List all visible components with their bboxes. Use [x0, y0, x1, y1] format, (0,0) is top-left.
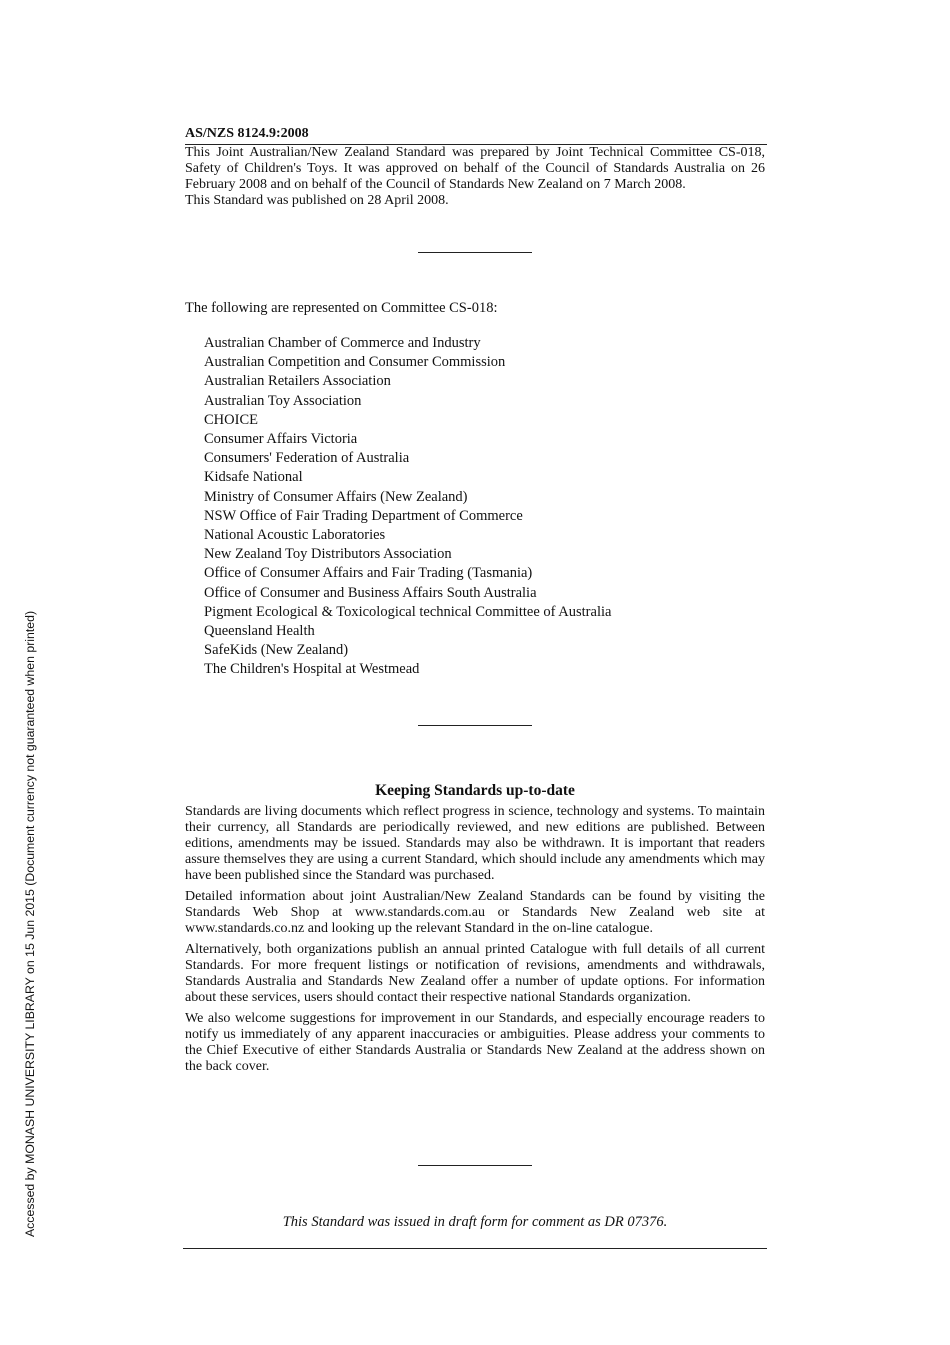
committee-member: Australian Chamber of Commerce and Industry [204, 335, 481, 351]
body-paragraph: Detailed information about joint Australian/New Zealand Standards can be found by visiting the Standards Web Shop at www.standards.com.au or Standards New Zealand web site at www.standards.co.nz and looking up the relevant Standard in the on-line catalogue. [185, 889, 765, 936]
body-paragraph: Standards are living documents which reflect progress in science, technology and systems. To maintain their currency, all Standards are periodically reviewed, and new editions are published. Between editions, amendments may be issued. Standards may also be withdrawn. It is important that readers assure themselves they are using a current Standard, which should include any amendments which may have been published since the Standard was purchased. [185, 804, 765, 883]
committee-member: The Children's Hospital at Westmead [204, 661, 420, 678]
committee-member: CHOICE [204, 411, 258, 428]
committee-member: Kidsafe National [204, 469, 303, 486]
body-paragraph: Alternatively, both organizations publish an annual printed Catalogue with full details of all current Standards. For more frequent listings or notification of revisions, amendments and withdrawals, Standards Australia and Standards New Zealand offer a number of update options. For information about these services, users should contact their respective national Standards organization. [185, 942, 765, 1005]
committee-member: Office of Consumer Affairs and Fair Trading (Tasmania) [204, 565, 533, 582]
committee-member: Ministry of Consumer Affairs (New Zealand) [204, 488, 468, 505]
intro-block [185, 145, 765, 209]
footer-rule [183, 1248, 767, 1249]
keeping-up-to-date-body [185, 804, 765, 1080]
committee-member: Australian Competition and Consumer Commission [204, 354, 506, 371]
intro-paragraph: This Joint Australian/New Zealand Standard was prepared by Joint Technical Committee CS-018, Safety of Children's Toys. It was approved on behalf of the Council of Standards Australia on 26 February 2008 and on behalf of the Council of Standards New Zealand on 7 March 2008. [185, 145, 765, 192]
committee-intro: The following are represented on Committee CS-018: [185, 300, 498, 316]
body-paragraph: We also welcome suggestions for improvement in our Standards, and especially encourage readers to notify us immediately of any apparent inaccuracies or ambiguities. Please address your comments to the Chief Executive of either Standards Australia or Standards New Zealand at the address shown on the back cover. [185, 1011, 765, 1074]
draft-note: This Standard was issued in draft form for comment as DR 07376. [282, 1214, 668, 1230]
committee-member: Queensland Health [204, 623, 315, 640]
keeping-up-to-date-heading: Keeping Standards up-to-date [375, 782, 575, 799]
section-divider [418, 252, 532, 253]
committee-member: Australian Retailers Association [204, 373, 391, 390]
committee-member: National Acoustic Laboratories [204, 527, 386, 544]
publication-date: This Standard was published on 28 April 2008. [185, 193, 449, 208]
committee-member: Australian Toy Association [204, 392, 362, 409]
committee-member: Office of Consumer and Business Affairs South Australia [204, 584, 537, 601]
committee-member: Consumer Affairs Victoria [204, 431, 358, 448]
committee-member: Pigment Ecological & Toxicological technical Committee of Australia [204, 603, 612, 620]
standard-number: AS/NZS 8124.9:2008 [185, 126, 309, 141]
section-divider [418, 725, 532, 726]
committee-member: NSW Office of Fair Trading Department of Commerce [204, 507, 523, 524]
committee-member-list [204, 334, 611, 680]
access-watermark: Accessed by MONASH UNIVERSITY LIBRARY on 15 Jun 2015 (Document currency not guaranteed when printed) [23, 610, 37, 1238]
committee-member: Consumers' Federation of Australia [204, 450, 410, 467]
committee-member: SafeKids (New Zealand) [204, 642, 349, 659]
section-divider [418, 1165, 532, 1166]
committee-member: New Zealand Toy Distributors Association [204, 546, 452, 563]
